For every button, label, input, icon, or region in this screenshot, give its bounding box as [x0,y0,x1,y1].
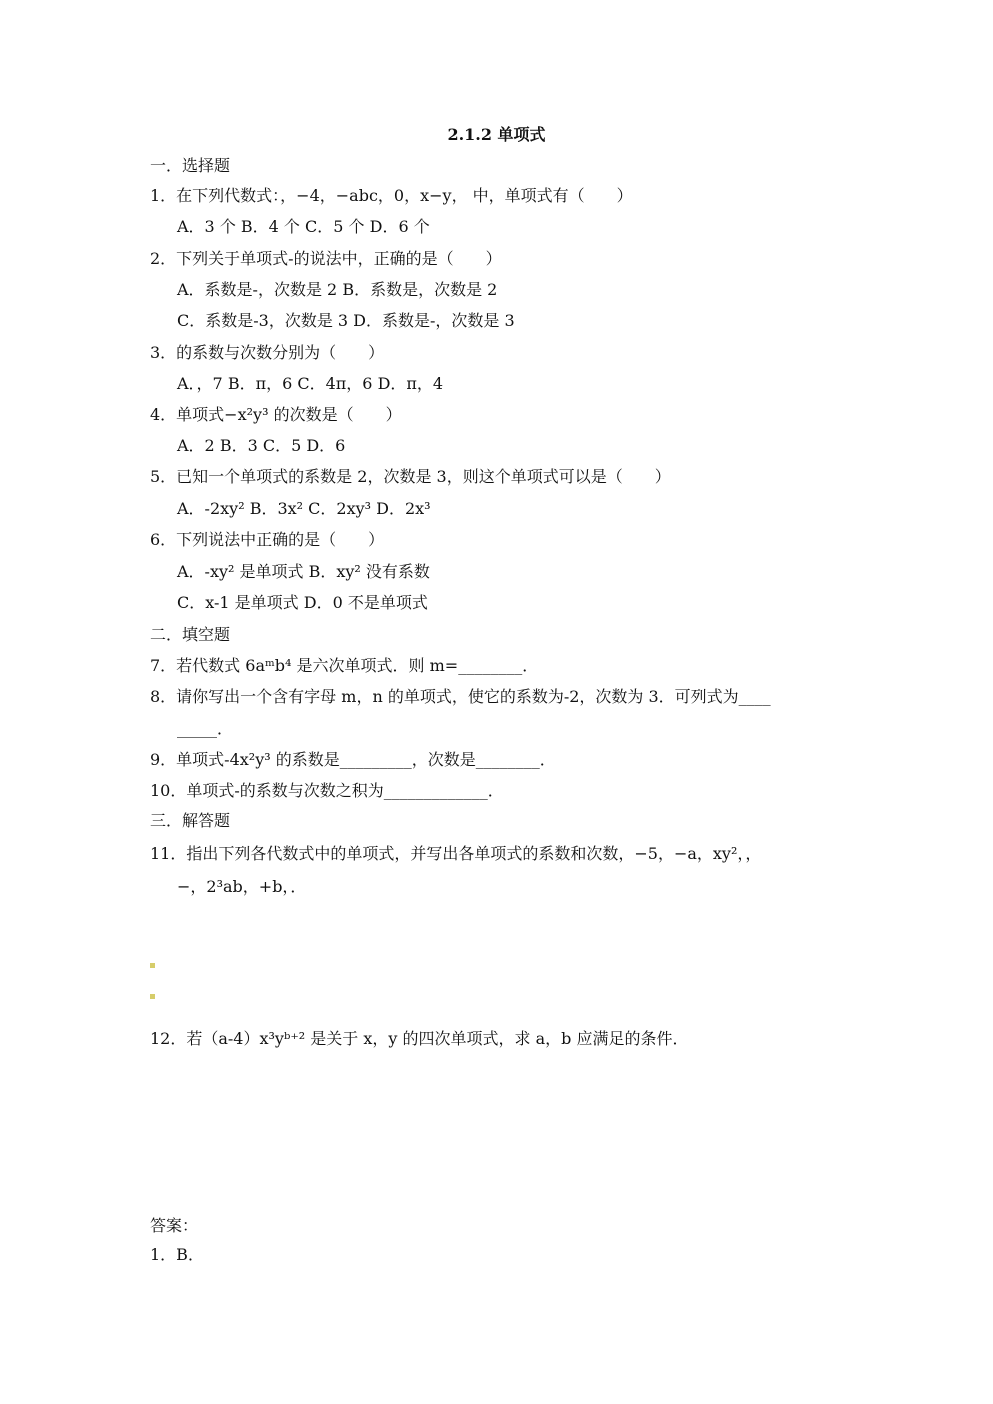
page-title: 2.1.2 单项式 [447,125,546,144]
question-8: 8．请你写出一个含有字母 m，n 的单项式，使它的系数为-2，次数为 3．可列式为____ [150,687,771,706]
question-9: 9．单项式-4x²y³ 的系数是_________，次数是________． [150,750,556,769]
question-3: 3．的系数与次数分别为（ ） [150,343,385,362]
question-1: 1．在下列代数式：，−4，−abc，0，x−y， 中，单项式有（ ） [150,186,633,205]
question-11-continued: −，2³ab，+b，． [177,877,307,896]
question-5-options: A．-2xy² B．3x² C．2xy³ D．2x³ [177,499,431,518]
question-4-options: A．2 B．3 C．5 D．6 [177,436,346,455]
section-heading-answer: 三．解答题 [150,811,231,830]
question-12: 12．若（a-4）x³yᵇ⁺² 是关于 x，y 的四次单项式，求 a，b 应满足的条件． [150,1029,689,1048]
revision-mark [150,963,155,968]
question-6: 6．下列说法中正确的是（ ） [150,530,385,549]
question-7: 7．若代数式 6aᵐb⁴ 是六次单项式．则 m=________． [150,656,539,675]
question-3-options: A．，7 B．π，6 C．4π，6 D．π，4 [177,374,444,393]
question-8-continued: _____． [177,719,234,738]
question-2-options-ab: A．系数是-，次数是 2 B．系数是，次数是 2 [177,280,498,299]
question-10: 10．单项式-的系数与次数之积为_____________． [150,781,504,800]
question-5: 5．已知一个单项式的系数是 2，次数是 3，则这个单项式可以是（ ） [150,467,671,486]
section-heading-choice: 一．选择题 [150,156,231,175]
question-11: 11．指出下列各代数式中的单项式，并写出各单项式的系数和次数，−5，−a，xy²，， [150,844,762,863]
question-1-options: A．3 个 B．4 个 C．5 个 D．6 个 [177,217,430,236]
question-2-options-cd: C．系数是-3，次数是 3 D．系数是-，次数是 3 [177,311,515,330]
revision-mark [150,994,155,999]
question-2: 2．下列关于单项式-的说法中，正确的是（ ） [150,249,502,268]
question-4: 4．单项式−x²y³ 的次数是（ ） [150,405,402,424]
answer-1: 1．B． [150,1245,204,1264]
question-6-options-ab: A．-xy² 是单项式 B．xy² 没有系数 [177,562,430,581]
answers-label: 答案： [150,1216,199,1235]
section-heading-fill: 二．填空题 [150,625,231,644]
question-6-options-cd: C．x-1 是单项式 D．0 不是单项式 [177,593,428,612]
